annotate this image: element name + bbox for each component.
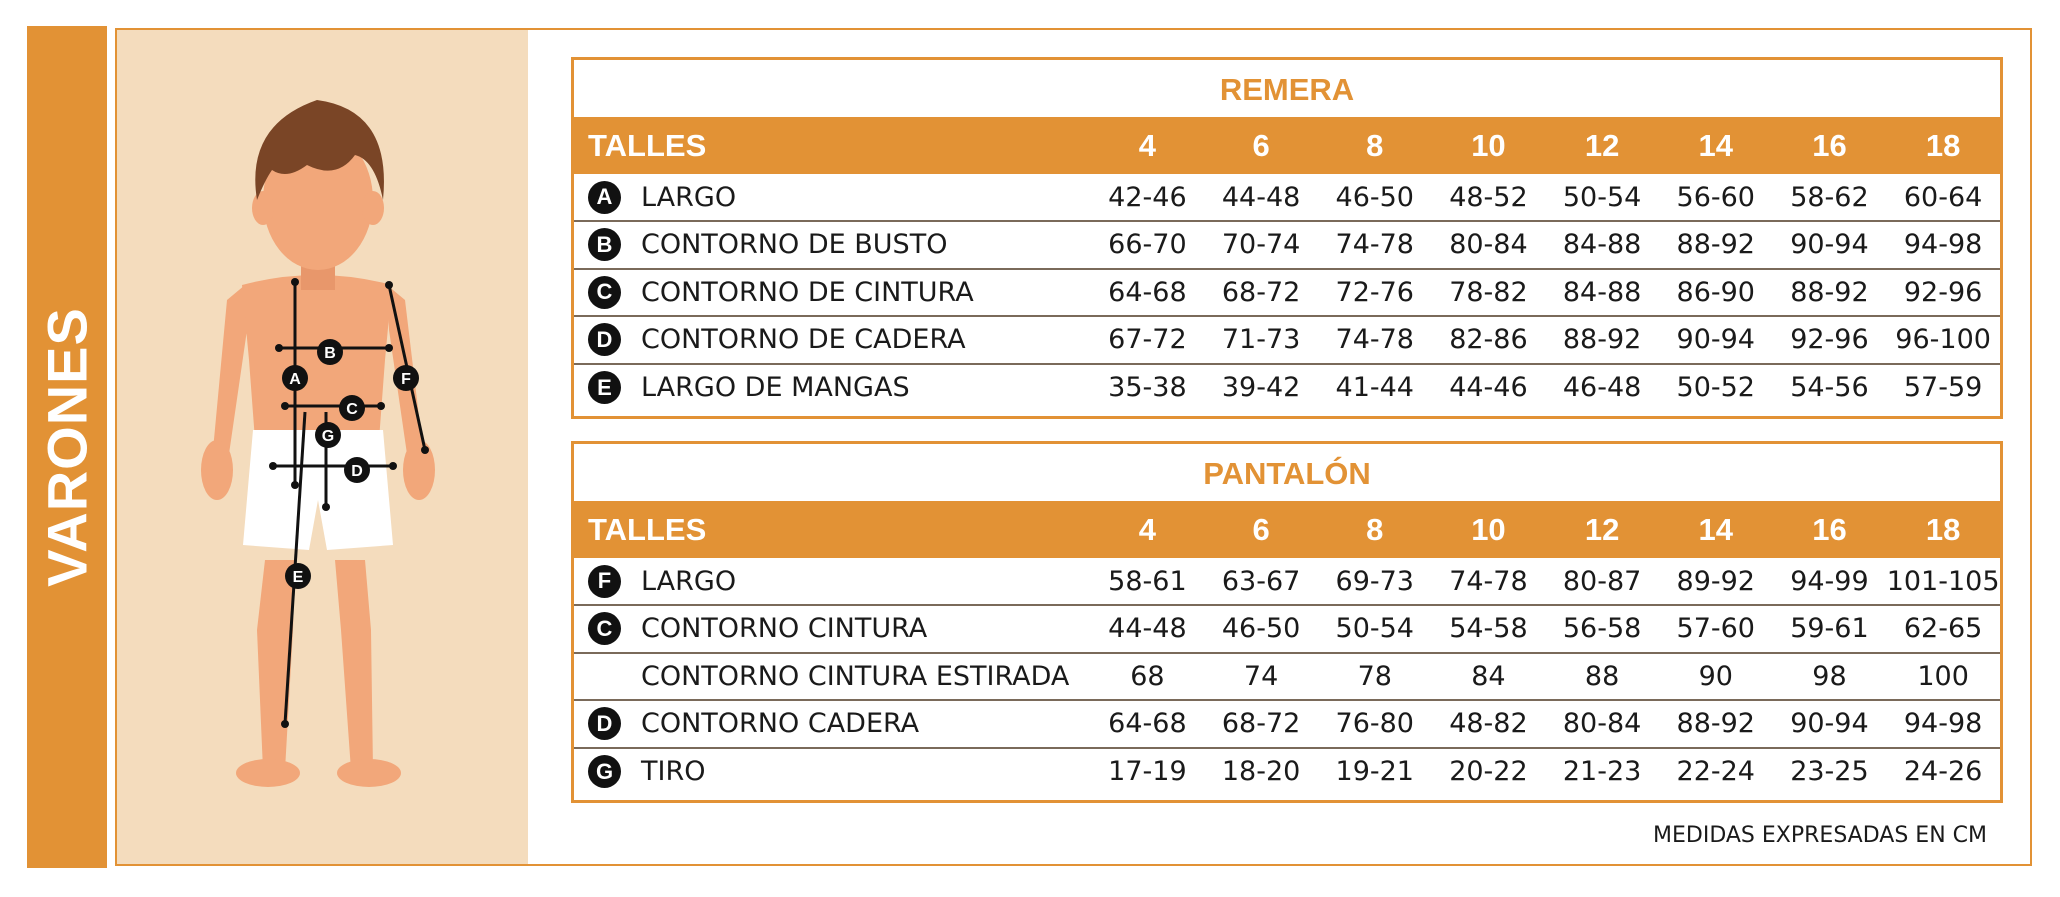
- row-value: 59-61: [1790, 613, 1869, 645]
- row-value: 60-64: [1903, 181, 1983, 213]
- row-value: 90-94: [1790, 708, 1869, 740]
- table-row: [574, 652, 2000, 700]
- table-row: [574, 174, 2000, 220]
- row-value: 92-96: [1790, 324, 1869, 356]
- row-value: 68: [1130, 660, 1165, 692]
- table-row: [574, 220, 2000, 268]
- row-label: CONTORNO CINTURA ESTIRADA: [641, 660, 1070, 692]
- boy-figure-panel: [117, 30, 528, 864]
- row-value: 76-80: [1335, 708, 1414, 740]
- shorts: [243, 430, 393, 550]
- remera-title: REMERA: [1219, 72, 1355, 107]
- pantalon-size: 12: [1584, 511, 1620, 547]
- row-value: 68-72: [1221, 708, 1301, 740]
- row-value: 101-105: [1886, 565, 2000, 597]
- side-title: VARONES: [35, 307, 99, 587]
- figure-label-e: E: [292, 569, 304, 586]
- row-value: 18-20: [1221, 756, 1301, 788]
- row-value: 54-56: [1790, 372, 1869, 404]
- row-badge: D: [588, 323, 621, 356]
- row-label: CONTORNO CINTURA: [641, 613, 928, 645]
- remera-header-row: [574, 117, 2000, 174]
- row-label: CONTORNO DE CADERA: [641, 324, 966, 356]
- row-value: 44-48: [1221, 181, 1301, 213]
- remera-size-header: TALLES: [588, 127, 707, 163]
- pantalon-size: 14: [1698, 511, 1734, 547]
- units-footnote: MEDIDAS EXPRESADAS EN CM: [1653, 823, 1987, 848]
- row-value: 57-59: [1903, 372, 1983, 404]
- row-value: 68-72: [1221, 276, 1301, 308]
- remera-table: [571, 57, 2003, 419]
- figure-label-f: F: [401, 371, 411, 388]
- row-value: 94-98: [1903, 708, 1983, 740]
- torso: [242, 275, 392, 440]
- row-value: 88-92: [1676, 229, 1755, 261]
- row-value: 20-22: [1449, 756, 1528, 788]
- foot-right: [337, 759, 401, 787]
- row-value: 66-70: [1108, 229, 1187, 261]
- pantalon-size: 4: [1138, 511, 1157, 547]
- row-value: 96-100: [1895, 324, 1991, 356]
- row-value: 46-50: [1335, 181, 1414, 213]
- row-value: 44-48: [1108, 613, 1187, 645]
- row-value: 94-98: [1903, 229, 1983, 261]
- row-value: 90: [1698, 660, 1733, 692]
- row-label: LARGO: [641, 181, 737, 213]
- row-value: 92-96: [1903, 276, 1983, 308]
- row-value: 50-52: [1676, 372, 1755, 404]
- row-value: 42-46: [1108, 181, 1187, 213]
- row-value: 48-82: [1449, 708, 1528, 740]
- pantalon-size: 10: [1471, 511, 1506, 547]
- row-value: 94-99: [1790, 565, 1869, 597]
- row-value: 46-48: [1562, 372, 1642, 404]
- row-badge: G: [588, 755, 621, 788]
- row-value: 80-84: [1562, 708, 1642, 740]
- row-value: 23-25: [1790, 756, 1869, 788]
- row-value: 72-76: [1335, 276, 1414, 308]
- remera-size: 6: [1252, 127, 1270, 163]
- figure-label-d: D: [351, 463, 363, 480]
- row-value: 35-38: [1108, 372, 1187, 404]
- row-value: 44-46: [1449, 372, 1528, 404]
- row-value: 58-61: [1108, 565, 1187, 597]
- row-value: 22-24: [1676, 756, 1755, 788]
- row-value: 84: [1471, 660, 1506, 692]
- hand-right: [403, 440, 435, 500]
- row-value: 78: [1357, 660, 1392, 692]
- remera-size: 4: [1138, 127, 1157, 163]
- row-value: 88-92: [1562, 324, 1642, 356]
- table-row: [574, 558, 2000, 604]
- remera-size: 10: [1471, 127, 1506, 163]
- pantalon-header-row: [574, 501, 2000, 558]
- row-value: 64-68: [1108, 708, 1187, 740]
- pantalon-title: PANTALÓN: [1203, 456, 1371, 491]
- row-value: 48-52: [1449, 181, 1528, 213]
- pantalon-table: [571, 441, 2003, 803]
- row-badge: D: [588, 707, 621, 740]
- row-value: 82-86: [1449, 324, 1528, 356]
- row-value: 63-67: [1221, 565, 1301, 597]
- row-value: 17-19: [1108, 756, 1187, 788]
- row-value: 50-54: [1562, 181, 1642, 213]
- row-value: 50-54: [1335, 613, 1414, 645]
- row-badge: C: [588, 612, 621, 645]
- row-label: CONTORNO DE CINTURA: [641, 276, 974, 308]
- row-value: 54-58: [1449, 613, 1528, 645]
- row-value: 89-92: [1676, 565, 1755, 597]
- table-row: [574, 315, 2000, 363]
- row-value: 71-73: [1221, 324, 1301, 356]
- row-label: CONTORNO DE BUSTO: [641, 229, 948, 261]
- leg-right: [335, 560, 373, 770]
- row-value: 74-78: [1335, 324, 1414, 356]
- table-row: [574, 604, 2000, 652]
- row-label: LARGO: [641, 565, 737, 597]
- foot-left: [236, 759, 300, 787]
- row-value: 80-84: [1449, 229, 1528, 261]
- remera-size: 8: [1366, 127, 1384, 163]
- row-value: 90-94: [1790, 229, 1869, 261]
- pantalon-size: 18: [1925, 511, 1961, 547]
- ear-right: [362, 191, 384, 225]
- pantalon-size: 6: [1252, 511, 1270, 547]
- row-value: 24-26: [1903, 756, 1983, 788]
- row-value: 84-88: [1562, 229, 1642, 261]
- row-value: 56-60: [1676, 181, 1755, 213]
- row-value: 39-42: [1221, 372, 1301, 404]
- row-value: 56-58: [1562, 613, 1642, 645]
- remera-size: 14: [1698, 127, 1734, 163]
- table-row: [574, 747, 2000, 795]
- row-value: 74-78: [1449, 565, 1528, 597]
- hand-left: [201, 440, 233, 500]
- row-value: 21-23: [1562, 756, 1642, 788]
- boy-figure-illustration: [117, 30, 528, 864]
- arm-left: [213, 285, 247, 454]
- row-value: 88-92: [1790, 276, 1869, 308]
- remera-size: 16: [1812, 127, 1847, 163]
- pantalon-size: 8: [1366, 511, 1384, 547]
- row-value: 57-60: [1676, 613, 1755, 645]
- pantalon-size-header: TALLES: [588, 511, 707, 547]
- figure-label-c: C: [346, 401, 358, 418]
- figure-label-a: A: [289, 371, 301, 388]
- row-badge: E: [588, 371, 621, 404]
- row-value: 74-78: [1335, 229, 1414, 261]
- row-badge: F: [588, 565, 621, 598]
- row-value: 98: [1812, 660, 1847, 692]
- row-label: LARGO DE MANGAS: [641, 372, 910, 404]
- row-value: 80-87: [1562, 565, 1642, 597]
- row-badge: C: [588, 276, 621, 309]
- row-value: 64-68: [1108, 276, 1187, 308]
- row-value: 67-72: [1108, 324, 1187, 356]
- row-label: TIRO: [641, 756, 706, 788]
- row-value: 86-90: [1676, 276, 1755, 308]
- ear-left: [252, 191, 274, 225]
- row-value: 70-74: [1221, 229, 1301, 261]
- row-value: 90-94: [1676, 324, 1755, 356]
- row-label: CONTORNO CADERA: [641, 708, 920, 740]
- remera-size: 18: [1925, 127, 1961, 163]
- row-value: 41-44: [1335, 372, 1414, 404]
- figure-label-b: B: [324, 345, 336, 362]
- table-row: [574, 699, 2000, 747]
- row-value: 46-50: [1221, 613, 1301, 645]
- remera-size: 12: [1584, 127, 1620, 163]
- row-value: 78-82: [1449, 276, 1528, 308]
- row-badge-empty: [588, 660, 621, 693]
- row-value: 58-62: [1790, 181, 1869, 213]
- row-value: 100: [1917, 660, 1969, 692]
- table-row: [574, 268, 2000, 316]
- figure-label-g: G: [321, 428, 335, 445]
- row-badge: B: [588, 228, 621, 261]
- row-badge: A: [588, 181, 621, 214]
- row-value: 88-92: [1676, 708, 1755, 740]
- row-value: 74: [1243, 660, 1279, 692]
- row-value: 62-65: [1903, 613, 1983, 645]
- row-value: 69-73: [1335, 565, 1414, 597]
- row-value: 19-21: [1335, 756, 1414, 788]
- pantalon-size: 16: [1812, 511, 1847, 547]
- table-row: [574, 363, 2000, 411]
- row-value: 88: [1584, 660, 1620, 692]
- row-value: 84-88: [1562, 276, 1642, 308]
